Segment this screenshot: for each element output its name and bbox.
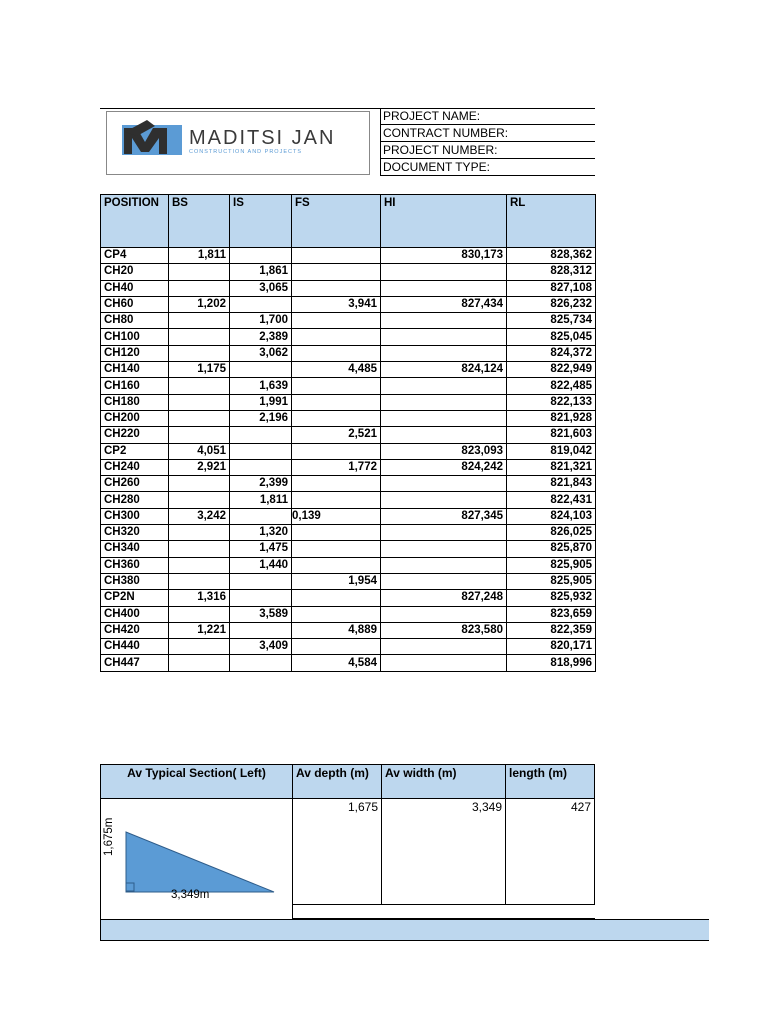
cell-pos: CH140	[101, 362, 169, 378]
section-footer-bar	[100, 919, 709, 941]
cell-hi	[381, 655, 507, 671]
cell-fs	[292, 313, 381, 329]
cell-pos: CH300	[101, 508, 169, 524]
cell-bs: 1,175	[169, 362, 230, 378]
cell-fs	[292, 378, 381, 394]
cell-is	[230, 362, 292, 378]
cell-rl: 822,133	[507, 394, 596, 410]
cell-bs	[169, 573, 230, 589]
cell-fs: 4,889	[292, 622, 381, 638]
cell-fs: 4,584	[292, 655, 381, 671]
table-row	[101, 427, 596, 443]
cell-is: 3,062	[230, 345, 292, 361]
typical-section-table	[100, 764, 595, 942]
cell-bs	[169, 655, 230, 671]
cell-hi: 830,173	[381, 248, 507, 264]
cell-hi	[381, 573, 507, 589]
cell-fs	[292, 541, 381, 557]
cell-bs: 1,202	[169, 296, 230, 312]
cell-fs	[292, 264, 381, 280]
cell-hi	[381, 557, 507, 573]
cell-is	[230, 573, 292, 589]
column-header-bs: BS	[169, 195, 230, 248]
cell-pos: CH160	[101, 378, 169, 394]
cell-hi	[381, 541, 507, 557]
document-type-label: DOCUMENT TYPE:	[381, 159, 595, 176]
table-row	[101, 541, 596, 557]
cell-pos: CH120	[101, 345, 169, 361]
cell-is: 3,409	[230, 639, 292, 655]
cell-is: 1,991	[230, 394, 292, 410]
cell-fs	[292, 525, 381, 541]
table-row	[101, 378, 596, 394]
cell-fs	[292, 329, 381, 345]
cell-bs	[169, 492, 230, 508]
cell-hi	[381, 525, 507, 541]
cell-pos: CH180	[101, 394, 169, 410]
cell-bs	[169, 427, 230, 443]
levelling-table-body	[101, 248, 596, 672]
cell-fs: 4,485	[292, 362, 381, 378]
table-row	[101, 525, 596, 541]
logo-graphic	[107, 112, 371, 176]
cell-rl: 824,372	[507, 345, 596, 361]
levelling-table	[100, 194, 596, 672]
cell-is: 2,389	[230, 329, 292, 345]
cell-bs	[169, 394, 230, 410]
cell-pos: CH380	[101, 573, 169, 589]
depth-dimension-label: 1,675m	[103, 817, 115, 856]
cell-pos: CH447	[101, 655, 169, 671]
cell-hi	[381, 345, 507, 361]
cell-bs	[169, 476, 230, 492]
cell-hi	[381, 410, 507, 426]
section-header-depth: Av depth (m)	[292, 764, 382, 799]
table-row	[101, 508, 596, 524]
cell-hi	[381, 427, 507, 443]
cell-fs	[292, 248, 381, 264]
cell-pos: CH200	[101, 410, 169, 426]
section-triangle	[126, 832, 274, 892]
column-header-hi: HI	[381, 195, 507, 248]
table-row	[101, 410, 596, 426]
table-row	[101, 476, 596, 492]
cell-fs	[292, 394, 381, 410]
cell-rl: 825,905	[507, 573, 596, 589]
cell-is	[230, 443, 292, 459]
cell-is: 1,700	[230, 313, 292, 329]
cell-bs	[169, 280, 230, 296]
cell-rl: 828,312	[507, 264, 596, 280]
project-name-label: PROJECT NAME:	[381, 108, 595, 125]
table-row	[101, 622, 596, 638]
cell-rl: 822,431	[507, 492, 596, 508]
cell-hi	[381, 492, 507, 508]
cell-bs: 2,921	[169, 459, 230, 475]
cell-bs	[169, 378, 230, 394]
av-width-value: 3,349	[381, 799, 506, 905]
cell-hi	[381, 329, 507, 345]
table-row	[101, 248, 596, 264]
cell-bs	[169, 313, 230, 329]
table-row	[101, 394, 596, 410]
cell-bs: 1,221	[169, 622, 230, 638]
cell-pos: CH240	[101, 459, 169, 475]
cell-pos: CH260	[101, 476, 169, 492]
cell-bs: 1,811	[169, 248, 230, 264]
cell-pos: CH40	[101, 280, 169, 296]
table-row	[101, 557, 596, 573]
cell-is	[230, 622, 292, 638]
cell-rl: 819,042	[507, 443, 596, 459]
cell-hi: 823,093	[381, 443, 507, 459]
cell-fs	[292, 606, 381, 622]
cell-bs	[169, 410, 230, 426]
cell-hi: 824,242	[381, 459, 507, 475]
cell-is	[230, 508, 292, 524]
cell-hi	[381, 280, 507, 296]
cell-rl: 820,171	[507, 639, 596, 655]
cell-hi	[381, 606, 507, 622]
cell-rl: 821,928	[507, 410, 596, 426]
cell-is	[230, 655, 292, 671]
cell-bs	[169, 557, 230, 573]
av-depth-value: 1,675	[292, 799, 382, 905]
cell-pos: CH400	[101, 606, 169, 622]
table-row	[101, 264, 596, 280]
cell-pos: CH340	[101, 541, 169, 557]
table-row	[101, 313, 596, 329]
cell-rl: 822,949	[507, 362, 596, 378]
cell-pos: CP2N	[101, 590, 169, 606]
cell-is: 1,811	[230, 492, 292, 508]
cell-rl: 821,321	[507, 459, 596, 475]
cell-hi: 824,124	[381, 362, 507, 378]
table-header-row	[101, 195, 596, 248]
cell-rl: 821,603	[507, 427, 596, 443]
cell-is	[230, 296, 292, 312]
cell-bs	[169, 345, 230, 361]
cell-pos: CH20	[101, 264, 169, 280]
table-row	[101, 639, 596, 655]
cell-fs	[292, 639, 381, 655]
cell-rl: 828,362	[507, 248, 596, 264]
width-dimension-label: 3,349m	[171, 889, 210, 901]
cell-rl: 825,734	[507, 313, 596, 329]
cell-fs: 1,772	[292, 459, 381, 475]
cell-is	[230, 248, 292, 264]
cell-pos: CH280	[101, 492, 169, 508]
cell-rl: 826,232	[507, 296, 596, 312]
cell-bs	[169, 329, 230, 345]
column-header-rl: RL	[507, 195, 596, 248]
section-diagram-cell	[100, 799, 293, 919]
cell-fs	[292, 492, 381, 508]
section-header-length: length (m)	[505, 764, 595, 799]
table-row	[101, 345, 596, 361]
cell-is: 2,196	[230, 410, 292, 426]
cell-rl: 818,996	[507, 655, 596, 671]
section-header-width: Av width (m)	[381, 764, 506, 799]
logo-title: MADITSI JAN	[189, 127, 336, 149]
cell-pos: CP2	[101, 443, 169, 459]
cell-is: 1,440	[230, 557, 292, 573]
table-row	[101, 443, 596, 459]
cell-fs	[292, 557, 381, 573]
cell-is: 1,861	[230, 264, 292, 280]
table-row	[101, 590, 596, 606]
section-footer-rule	[292, 905, 595, 919]
cell-fs: 3,941	[292, 296, 381, 312]
cell-pos: CH100	[101, 329, 169, 345]
cell-rl: 827,108	[507, 280, 596, 296]
cell-bs	[169, 541, 230, 557]
cell-rl: 825,905	[507, 557, 596, 573]
table-row	[101, 280, 596, 296]
cell-pos: CH420	[101, 622, 169, 638]
column-header-position: POSITION	[101, 195, 169, 248]
section-header-typical: Av Typical Section( Left)	[100, 764, 293, 799]
cell-bs	[169, 264, 230, 280]
table-row	[101, 573, 596, 589]
cell-rl: 822,359	[507, 622, 596, 638]
cell-rl: 821,843	[507, 476, 596, 492]
cell-pos: CP4	[101, 248, 169, 264]
cell-rl: 823,659	[507, 606, 596, 622]
cell-rl: 825,045	[507, 329, 596, 345]
cell-bs: 1,316	[169, 590, 230, 606]
cell-hi	[381, 394, 507, 410]
length-value: 427	[505, 799, 595, 905]
cell-pos: CH360	[101, 557, 169, 573]
cell-bs	[169, 606, 230, 622]
cell-is	[230, 590, 292, 606]
cell-is: 1,320	[230, 525, 292, 541]
cell-rl: 824,103	[507, 508, 596, 524]
cell-hi	[381, 378, 507, 394]
cell-fs	[292, 410, 381, 426]
column-header-is: IS	[230, 195, 292, 248]
cell-fs: 2,521	[292, 427, 381, 443]
cell-is	[230, 427, 292, 443]
table-row	[101, 492, 596, 508]
table-row	[101, 362, 596, 378]
logo-subtitle: CONSTRUCTION AND PROJECTS	[189, 149, 303, 155]
table-row	[101, 655, 596, 671]
cell-hi: 827,434	[381, 296, 507, 312]
cell-fs: 1,954	[292, 573, 381, 589]
company-logo	[106, 111, 370, 175]
section-triangle-diagram	[101, 799, 294, 919]
cell-hi	[381, 313, 507, 329]
cell-rl: 822,485	[507, 378, 596, 394]
cell-pos: CH60	[101, 296, 169, 312]
cell-hi: 827,248	[381, 590, 507, 606]
cell-fs: 0,139	[292, 508, 381, 524]
cell-pos: CH220	[101, 427, 169, 443]
table-row	[101, 459, 596, 475]
cell-fs	[292, 590, 381, 606]
cell-is: 2,399	[230, 476, 292, 492]
cell-hi: 827,345	[381, 508, 507, 524]
table-row	[101, 329, 596, 345]
column-header-fs: FS	[292, 195, 381, 248]
cell-bs: 3,242	[169, 508, 230, 524]
cell-rl: 826,025	[507, 525, 596, 541]
cell-fs	[292, 443, 381, 459]
cell-fs	[292, 476, 381, 492]
cell-hi	[381, 476, 507, 492]
cell-is: 1,475	[230, 541, 292, 557]
cell-bs	[169, 639, 230, 655]
cell-is: 1,639	[230, 378, 292, 394]
cell-fs	[292, 345, 381, 361]
cell-is: 3,065	[230, 280, 292, 296]
cell-pos: CH80	[101, 313, 169, 329]
cell-fs	[292, 280, 381, 296]
cell-bs	[169, 525, 230, 541]
cell-pos: CH320	[101, 525, 169, 541]
contract-number-label: CONTRACT NUMBER:	[381, 125, 595, 142]
cell-hi: 823,580	[381, 622, 507, 638]
cell-bs: 4,051	[169, 443, 230, 459]
cell-pos: CH440	[101, 639, 169, 655]
cell-hi	[381, 639, 507, 655]
cell-rl: 825,932	[507, 590, 596, 606]
cell-rl: 825,870	[507, 541, 596, 557]
cell-is	[230, 459, 292, 475]
project-number-label: PROJECT NUMBER:	[381, 142, 595, 159]
cell-hi	[381, 264, 507, 280]
table-row	[101, 606, 596, 622]
table-row	[101, 296, 596, 312]
cell-is: 3,589	[230, 606, 292, 622]
